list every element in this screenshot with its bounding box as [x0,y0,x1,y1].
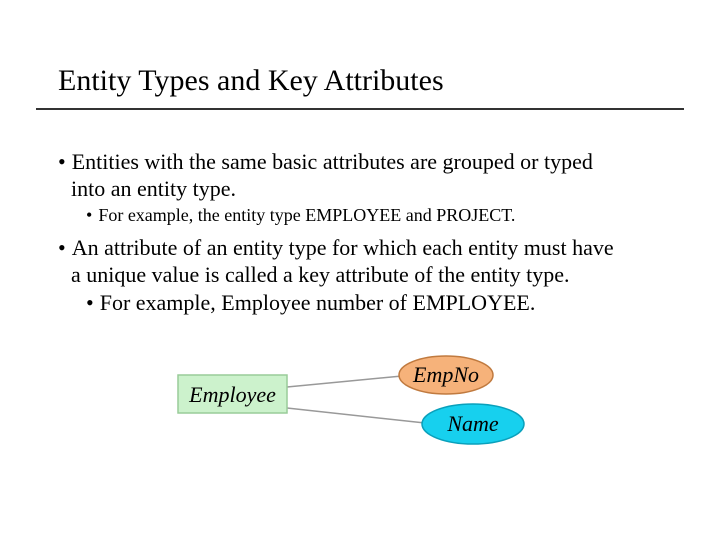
slide-title: Entity Types and Key Attributes [58,64,444,97]
bullet-marker: • [86,205,93,225]
bullet-marker: • [86,290,94,315]
bullet-entities-line-2: into an entity type. [71,176,236,201]
sub-bullet-entity-type-example: • For example, the entity type EMPLOYEE and PROJECT. [86,205,516,225]
bullet-key-attribute-line-1: • An attribute of an entity type for which each entity must have [58,235,614,260]
attribute-empno-label: EmpNo [413,362,479,387]
bullet-key-attribute-line-2: a unique value is called a key attribute of the entity type. [71,262,570,287]
connector-empno [287,376,402,387]
connector-name [287,408,425,423]
entity-employee-label: Employee [189,382,276,407]
attribute-name-label: Name [447,411,499,436]
bullet-marker: • [58,235,66,260]
bullet-marker: • [58,149,66,174]
bullet-entities-line-1: • Entities with the same basic attributes are grouped or typed [58,149,593,174]
sub-bullet-key-attribute-example: • For example, Employee number of EMPLOYEE. [86,290,536,315]
